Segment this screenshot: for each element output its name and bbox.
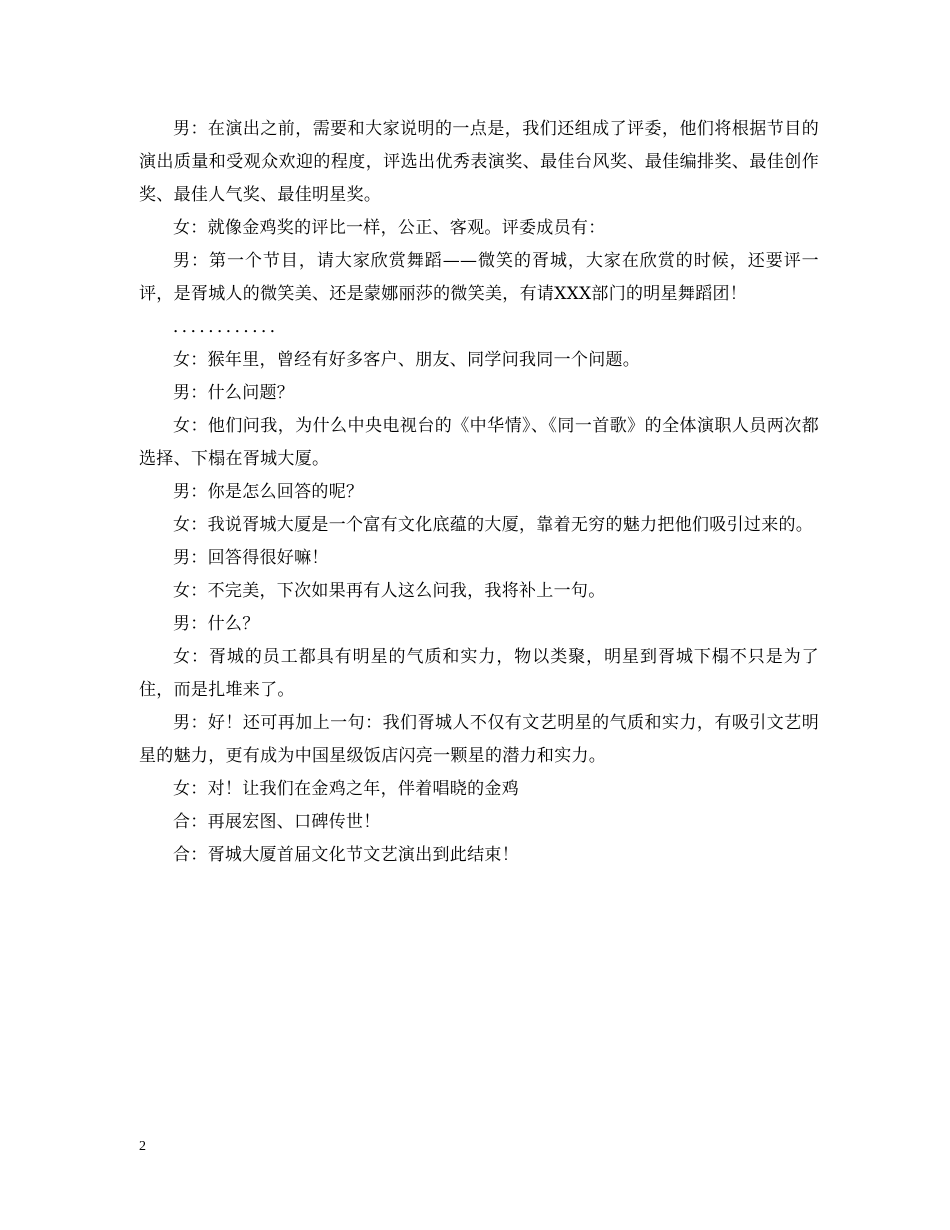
paragraph: 男：在演出之前，需要和大家说明的一点是，我们还组成了评委，他们将根据节目的演出质量和受观众欢迎的程度，评选出优秀表演奖、最佳台风奖、最佳编排奖、最佳创作奖、最佳人气奖、最佳明星奖。 xyxy=(139,119,819,205)
paragraph: 女：不完美，下次如果再有人这么问我，我将补上一句。 xyxy=(173,581,606,601)
paragraph: 男：第一个节目，请大家欣赏舞蹈——微笑的胥城，大家在欣赏的时候，还要评一评，是胥城人的微笑美、还是蒙娜丽莎的微笑美，有请XXX部门的明星舞蹈团！ xyxy=(139,251,819,304)
paragraph: 合：胥城大厦首届文化节文艺演出到此结束！ xyxy=(173,845,519,865)
paragraph: 女：我说胥城大厦是一个富有文化底蕴的大厦，靠着无穷的魅力把他们吸引过来的。 xyxy=(173,515,814,535)
paragraph: 合：再展宏图、口碑传世！ xyxy=(173,812,381,832)
document-body xyxy=(139,113,819,872)
paragraph: 男：好！还可再加上一句：我们胥城人不仅有文艺明星的气质和实力，有吸引文艺明星的魅力，更有成为中国星级饭店闪亮一颗星的潜力和实力。 xyxy=(139,713,819,766)
paragraph: 男：回答得很好嘛！ xyxy=(173,548,329,568)
paragraph: 女：就像金鸡奖的评比一样，公正、客观。评委成员有： xyxy=(173,218,606,238)
paragraph: 男：什么问题？ xyxy=(173,383,295,403)
page-number: 2 xyxy=(139,1139,146,1154)
paragraph: 男：你是怎么回答的呢？ xyxy=(173,482,364,502)
paragraph: 女：猴年里，曾经有好多客户、朋友、同学问我同一个问题。 xyxy=(173,350,641,370)
paragraph-ellipsis: ．．．．．．．．．．．． xyxy=(173,317,288,337)
paragraph: 女：对！让我们在金鸡之年，伴着唱晓的金鸡 xyxy=(173,779,519,799)
paragraph: 女：他们问我，为什么中央电视台的《中华情》、《同一首歌》的全体演职人员两次都选择、下榻在胥城大厦。 xyxy=(139,416,819,469)
paragraph: 女：胥城的员工都具有明星的气质和实力，物以类聚，明星到胥城下榻不只是为了住，而是扎堆来了。 xyxy=(139,647,819,700)
paragraph: 男：什么？ xyxy=(173,614,260,634)
